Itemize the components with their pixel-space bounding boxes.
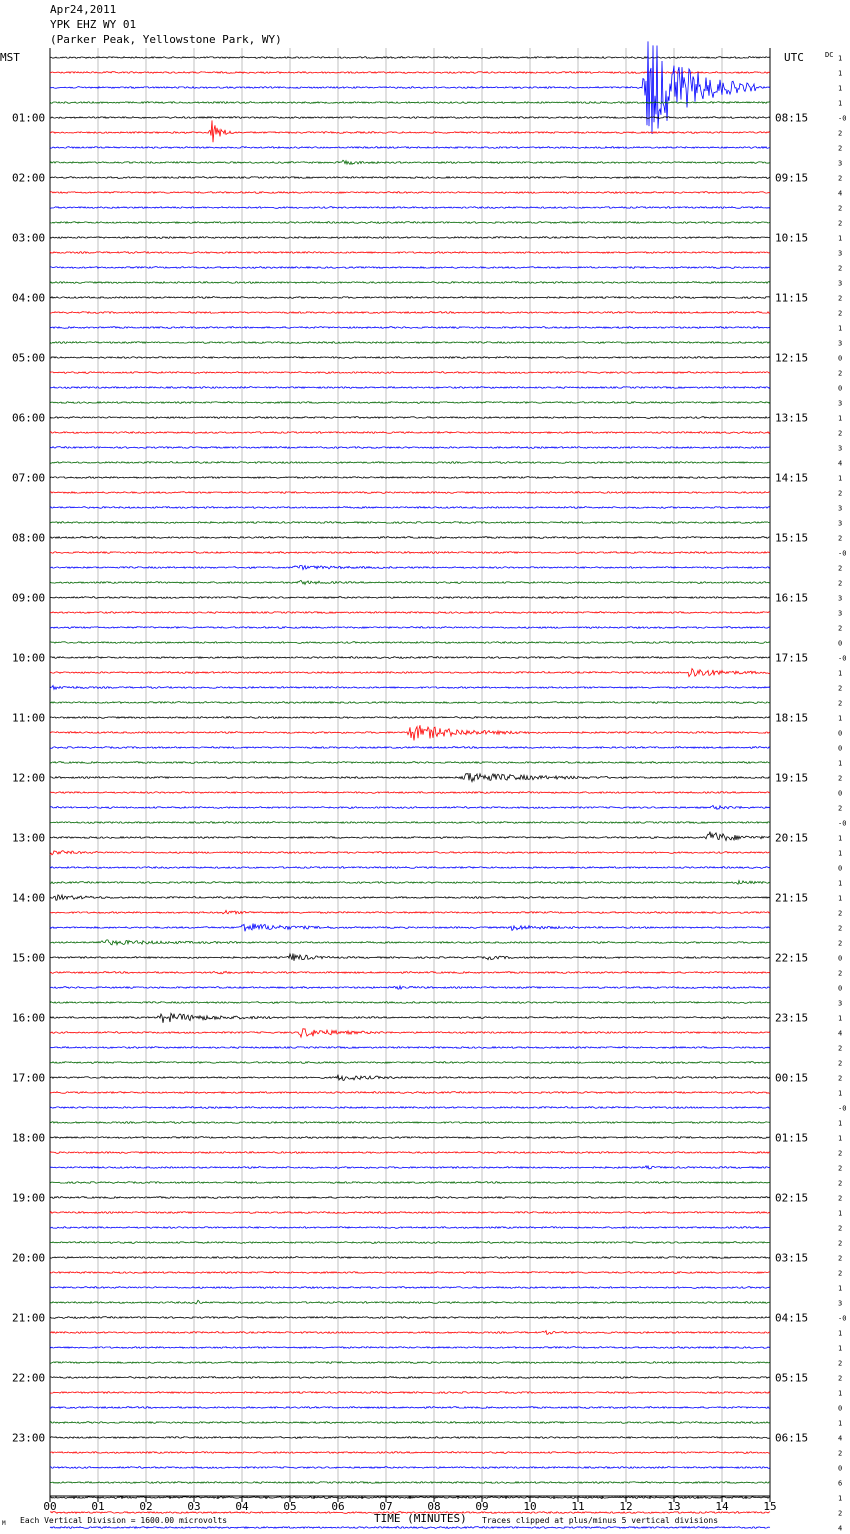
dc-offset-label: 2 <box>838 174 843 183</box>
x-tick-label: 12 <box>619 1500 633 1513</box>
dc-offset-label: 2 <box>838 924 843 933</box>
mst-hour-label: 12:00 <box>12 771 46 785</box>
dc-offset-label: 4 <box>838 1434 843 1443</box>
trace-row-33 <box>50 552 770 554</box>
mst-hour-label: 05:00 <box>12 351 46 365</box>
mst-hour-label: 11:00 <box>12 711 46 725</box>
dc-offset-label: -0 <box>838 1104 847 1113</box>
mst-hour-label: 01:00 <box>12 111 46 125</box>
trace-row-42 <box>50 686 770 690</box>
utc-hour-label: 14:15 <box>775 471 809 485</box>
trace-row-2 <box>50 41 770 134</box>
trace-row-75 <box>50 1182 770 1184</box>
dc-offset-label: -0 <box>838 549 847 558</box>
mst-hour-label: 20:00 <box>12 1251 46 1265</box>
dc-offset-label: 2 <box>838 489 843 498</box>
dc-offset-label: 1 <box>838 1344 843 1353</box>
mst-axis-title: MST <box>0 51 20 64</box>
mst-hour-label: 21:00 <box>12 1311 46 1325</box>
trace-row-7 <box>50 160 770 164</box>
dc-offset-label: 1 <box>838 1134 843 1143</box>
trace-row-14 <box>50 267 770 269</box>
trace-row-65 <box>50 1029 770 1038</box>
trace-row-28 <box>50 477 770 479</box>
trace-row-11 <box>50 222 770 224</box>
trace-row-46 <box>50 747 770 749</box>
dc-offset-label: 3 <box>838 519 843 528</box>
trace-row-86 <box>50 1347 770 1349</box>
trace-row-36 <box>50 597 770 599</box>
dc-offset-label: 1 <box>838 714 843 723</box>
mst-hour-label: 23:00 <box>12 1431 46 1445</box>
dc-offset-label: 1 <box>838 1119 843 1128</box>
dc-offset-label: 2 <box>838 1074 843 1083</box>
utc-hour-label: 01:15 <box>775 1131 809 1145</box>
dc-offset-label: 1 <box>838 234 843 243</box>
dc-offset-label: 1 <box>838 1089 843 1098</box>
trace-row-57 <box>50 910 770 913</box>
mst-hour-label: 04:00 <box>12 291 46 305</box>
trace-row-47 <box>50 762 770 764</box>
dc-offset-label: 0 <box>838 864 843 873</box>
dc-offset-label: -0 <box>838 114 847 123</box>
helicorder-date: Apr24,2011 <box>50 3 117 16</box>
trace-row-58 <box>50 924 770 932</box>
dc-offset-label: 2 <box>838 624 843 633</box>
dc-offset-label: 2 <box>838 1164 843 1173</box>
x-tick-label: 07 <box>379 1500 393 1513</box>
trace-row-90 <box>50 1407 770 1409</box>
dc-offset-label: 1 <box>838 849 843 858</box>
dc-offset-label: 1 <box>838 1389 843 1398</box>
mst-hour-label: 22:00 <box>12 1371 46 1385</box>
mst-hour-labels <box>12 112 45 1445</box>
mst-hour-label: 07:00 <box>12 471 46 485</box>
dc-offset-label: 2 <box>838 684 843 693</box>
dc-offset-label: 1 <box>838 414 843 423</box>
dc-offset-label: 1 <box>838 879 843 888</box>
trace-row-94 <box>50 1467 770 1469</box>
dc-offset-label: 6 <box>838 1479 843 1488</box>
dc-offset-label: 1 <box>838 324 843 333</box>
trace-row-82 <box>50 1287 770 1289</box>
dc-offset-label: 2 <box>838 534 843 543</box>
dc-offset-label: 4 <box>838 459 843 468</box>
trace-row-88 <box>50 1377 770 1379</box>
trace-row-49 <box>50 792 770 794</box>
trace-row-61 <box>50 971 770 974</box>
dc-offset-label: 3 <box>838 594 843 603</box>
dc-offset-label: 2 <box>838 1044 843 1053</box>
dc-offset-label: 3 <box>838 609 843 618</box>
trace-row-76 <box>50 1197 770 1199</box>
utc-hour-label: 06:15 <box>775 1431 809 1445</box>
dc-offset-label: 3 <box>838 1299 843 1308</box>
trace-row-21 <box>50 372 770 374</box>
dc-offset-label: 0 <box>838 789 843 798</box>
dc-offset-label: 1 <box>838 1419 843 1428</box>
x-tick-label: 02 <box>139 1500 153 1513</box>
trace-row-22 <box>50 387 770 389</box>
utc-hour-label: 19:15 <box>775 771 809 785</box>
dc-offset-label: 3 <box>838 339 843 348</box>
utc-hour-label: 04:15 <box>775 1311 809 1325</box>
mst-hour-label: 09:00 <box>12 591 46 605</box>
trace-row-74 <box>50 1166 770 1169</box>
trace-row-71 <box>50 1122 770 1124</box>
dc-offset-label: 2 <box>838 1224 843 1233</box>
trace-row-18 <box>50 327 770 329</box>
dc-offset-label: 2 <box>838 1179 843 1188</box>
trace-row-92 <box>50 1437 770 1439</box>
trace-row-73 <box>50 1152 770 1154</box>
dc-offset-label: 2 <box>838 699 843 708</box>
dc-offset-label: 1 <box>838 69 843 78</box>
dc-offset-label: 1 <box>838 759 843 768</box>
dc-offset-label: 2 <box>838 264 843 273</box>
utc-hour-label: 00:15 <box>775 1071 809 1085</box>
trace-row-0 <box>50 57 770 59</box>
mst-hour-label: 17:00 <box>12 1071 46 1085</box>
dc-offset-label: 0 <box>838 354 843 363</box>
dc-offset-label: -0 <box>838 1314 847 1323</box>
trace-row-68 <box>50 1075 770 1081</box>
trace-row-91 <box>50 1422 770 1424</box>
dc-offset-label: 3 <box>838 249 843 258</box>
station-location: (Parker Peak, Yellowstone Park, WY) <box>50 33 282 46</box>
trace-row-93 <box>50 1452 770 1454</box>
dc-offset-label: 2 <box>838 909 843 918</box>
trace-row-48 <box>50 773 770 782</box>
dc-offset-label: 0 <box>838 744 843 753</box>
trace-row-60 <box>50 954 770 961</box>
trace-row-63 <box>50 1002 770 1004</box>
dc-offset-label: 1 <box>838 99 843 108</box>
trace-row-80 <box>50 1257 770 1259</box>
dc-offset-label: 2 <box>838 804 843 813</box>
trace-row-79 <box>50 1242 770 1244</box>
mst-hour-label: 16:00 <box>12 1011 46 1025</box>
dc-offset-label: 1 <box>838 894 843 903</box>
x-tick-label: 09 <box>475 1500 489 1513</box>
utc-hour-label: 23:15 <box>775 1011 809 1025</box>
vertical-division-note: Each Vertical Division = 1600.00 microvolts <box>20 1516 228 1525</box>
x-tick-label: 15 <box>763 1500 777 1513</box>
dc-offset-label: 2 <box>838 309 843 318</box>
x-tick-label: 01 <box>91 1500 105 1513</box>
trace-row-19 <box>50 342 770 344</box>
dc-offset-label: 2 <box>838 1269 843 1278</box>
dc-offset-label: 1 <box>838 1014 843 1023</box>
trace-row-9 <box>50 192 770 194</box>
x-tick-label: 03 <box>187 1500 201 1513</box>
trace-row-12 <box>50 237 770 239</box>
utc-hour-label: 11:15 <box>775 291 809 305</box>
mst-hour-label: 08:00 <box>12 531 46 545</box>
trace-row-85 <box>50 1331 770 1335</box>
trace-row-44 <box>50 717 770 719</box>
utc-hour-label: 05:15 <box>775 1371 809 1385</box>
dc-offset-label: 4 <box>838 1524 843 1533</box>
mst-hour-label: 14:00 <box>12 891 46 905</box>
dc-offset-label: 0 <box>838 639 843 648</box>
trace-row-6 <box>50 147 770 149</box>
trace-row-67 <box>50 1062 770 1064</box>
dc-offset-label: 2 <box>838 1149 843 1158</box>
trace-row-78 <box>50 1227 770 1229</box>
dc-offset-label: 2 <box>838 1254 843 1263</box>
utc-hour-label: 08:15 <box>775 111 809 125</box>
x-tick-label: 00 <box>43 1500 57 1513</box>
dc-offset-label: 2 <box>838 1359 843 1368</box>
trace-row-27 <box>50 462 770 464</box>
trace-row-37 <box>50 612 770 614</box>
x-tick-label: 13 <box>667 1500 681 1513</box>
dc-offset-label: -0 <box>838 654 847 663</box>
utc-hour-label: 15:15 <box>775 531 809 545</box>
dc-offset-label: 2 <box>838 1194 843 1203</box>
utc-hour-label: 21:15 <box>775 891 809 905</box>
trace-row-23 <box>50 402 770 404</box>
dc-offset-label: 2 <box>838 219 843 228</box>
trace-row-20 <box>50 357 770 359</box>
trace-row-53 <box>50 851 770 855</box>
trace-row-54 <box>50 867 770 869</box>
dc-offset-label: 0 <box>838 1464 843 1473</box>
dc-offset-label: 1 <box>838 84 843 93</box>
utc-hour-labels <box>775 112 808 1445</box>
dc-offset-label: 1 <box>838 474 843 483</box>
dc-offset-label: 2 <box>838 1374 843 1383</box>
dc-offset-label: 3 <box>838 279 843 288</box>
utc-hour-label: 22:15 <box>775 951 809 965</box>
dc-offset-label: 2 <box>838 294 843 303</box>
trace-row-13 <box>50 252 770 254</box>
x-axis-label: TIME (MINUTES) <box>374 1512 467 1525</box>
trace-row-56 <box>50 895 770 900</box>
dc-offset-label: 3 <box>838 999 843 1008</box>
trace-row-98 <box>50 1527 770 1529</box>
trace-row-31 <box>50 522 770 524</box>
utc-hour-label: 09:15 <box>775 171 809 185</box>
dc-offset-label: 2 <box>838 369 843 378</box>
dc-offset-label: 4 <box>838 1029 843 1038</box>
x-tick-label: 08 <box>427 1500 441 1513</box>
utc-hour-label: 12:15 <box>775 351 809 365</box>
trace-row-81 <box>50 1272 770 1274</box>
dc-offset-label: 2 <box>838 939 843 948</box>
dc-offset-label: 2 <box>838 1449 843 1458</box>
trace-row-16 <box>50 297 770 299</box>
dc-offset-label: -0 <box>838 819 847 828</box>
trace-row-69 <box>50 1092 770 1094</box>
dc-offset-label: 0 <box>838 984 843 993</box>
mst-hour-label: 13:00 <box>12 831 46 845</box>
dc-offset-label: 2 <box>838 1059 843 1068</box>
trace-row-26 <box>50 447 770 449</box>
trace-row-3 <box>50 102 770 104</box>
dc-offset-label: 2 <box>838 579 843 588</box>
dc-offset-label: 0 <box>838 954 843 963</box>
utc-hour-label: 03:15 <box>775 1251 809 1265</box>
trace-row-95 <box>50 1482 770 1484</box>
dc-offset-label: 1 <box>838 1494 843 1503</box>
trace-row-55 <box>50 881 770 885</box>
trace-row-62 <box>50 986 770 989</box>
trace-row-4 <box>50 117 770 119</box>
dc-offset-label: 1 <box>838 1284 843 1293</box>
trace-row-77 <box>50 1212 770 1214</box>
utc-hour-label: 10:15 <box>775 231 809 245</box>
mst-hour-label: 10:00 <box>12 651 46 665</box>
dc-offset-label: 2 <box>838 774 843 783</box>
dc-offset-label: 2 <box>838 1509 843 1518</box>
minute-gridlines <box>50 48 770 1496</box>
trace-row-35 <box>50 580 770 584</box>
trace-row-70 <box>50 1107 770 1109</box>
trace-row-50 <box>50 805 770 809</box>
trace-row-34 <box>50 565 770 569</box>
dc-offset-label: 1 <box>838 54 843 63</box>
x-tick-label: 06 <box>331 1500 345 1513</box>
dc-axis-title: DC <box>825 51 834 59</box>
utc-hour-label: 16:15 <box>775 591 809 605</box>
dc-offset-label: 2 <box>838 1239 843 1248</box>
dc-offset-label: 2 <box>838 144 843 153</box>
dc-offset-label: 1 <box>838 1209 843 1218</box>
dc-offset-label: 2 <box>838 564 843 573</box>
dc-offset-labels <box>838 55 846 1534</box>
x-tick-label: 10 <box>523 1500 537 1513</box>
mst-hour-label: 03:00 <box>12 231 46 245</box>
trace-row-41 <box>50 669 770 677</box>
dc-offset-label: 2 <box>838 429 843 438</box>
dc-offset-label: 3 <box>838 444 843 453</box>
trace-row-87 <box>50 1362 770 1364</box>
trace-row-72 <box>50 1137 770 1139</box>
utc-hour-label: 18:15 <box>775 711 809 725</box>
trace-row-15 <box>50 282 770 284</box>
trace-row-43 <box>50 702 770 704</box>
trace-row-10 <box>50 207 770 209</box>
dc-offset-label: 1 <box>838 1329 843 1338</box>
trace-row-51 <box>50 822 770 824</box>
dc-offset-label: 2 <box>838 969 843 978</box>
trace-row-39 <box>50 642 770 644</box>
dc-offset-label: 0 <box>838 1404 843 1413</box>
x-tick-label: 11 <box>571 1500 585 1513</box>
x-tick-label: 05 <box>283 1500 297 1513</box>
utc-hour-label: 13:15 <box>775 411 809 425</box>
mst-hour-label: 06:00 <box>12 411 46 425</box>
seismic-traces <box>50 41 770 1534</box>
footer-mark: M <box>2 1520 6 1527</box>
trace-row-5 <box>50 120 770 142</box>
station-id: YPK EHZ WY 01 <box>50 18 137 31</box>
trace-row-89 <box>50 1392 770 1394</box>
trace-row-83 <box>50 1300 770 1304</box>
dc-offset-label: 2 <box>838 129 843 138</box>
dc-offset-label: 1 <box>838 834 843 843</box>
mst-hour-label: 02:00 <box>12 171 46 185</box>
trace-row-84 <box>50 1317 770 1319</box>
dc-offset-label: 1 <box>838 669 843 678</box>
trace-row-52 <box>50 832 770 841</box>
dc-offset-label: 3 <box>838 159 843 168</box>
utc-hour-label: 02:15 <box>775 1191 809 1205</box>
trace-row-64 <box>50 1013 770 1023</box>
trace-row-8 <box>50 177 770 179</box>
trace-row-25 <box>50 432 770 434</box>
dc-offset-label: 3 <box>838 504 843 513</box>
dc-offset-label: 2 <box>838 204 843 213</box>
dc-offset-label: 0 <box>838 384 843 393</box>
trace-row-30 <box>50 507 770 509</box>
dc-offset-label: 3 <box>838 399 843 408</box>
utc-hour-label: 20:15 <box>775 831 809 845</box>
mst-hour-label: 18:00 <box>12 1131 46 1145</box>
trace-row-59 <box>50 940 770 945</box>
utc-hour-label: 17:15 <box>775 651 809 665</box>
x-tick-label: 04 <box>235 1500 249 1513</box>
mst-hour-label: 15:00 <box>12 951 46 965</box>
clip-note: Traces clipped at plus/minus 5 vertical divisions <box>482 1516 719 1525</box>
dc-offset-label: 0 <box>838 729 843 738</box>
trace-row-66 <box>50 1047 770 1049</box>
trace-row-45 <box>50 725 770 740</box>
dc-offset-label: 4 <box>838 189 843 198</box>
trace-row-40 <box>50 657 770 659</box>
trace-row-17 <box>50 312 770 314</box>
x-tick-label: 14 <box>715 1500 729 1513</box>
trace-row-32 <box>50 537 770 539</box>
trace-row-38 <box>50 627 770 629</box>
trace-row-29 <box>50 492 770 494</box>
utc-axis-title: UTC <box>784 51 804 64</box>
mst-hour-label: 19:00 <box>12 1191 46 1205</box>
trace-row-24 <box>50 417 770 419</box>
x-axis <box>43 1496 776 1513</box>
